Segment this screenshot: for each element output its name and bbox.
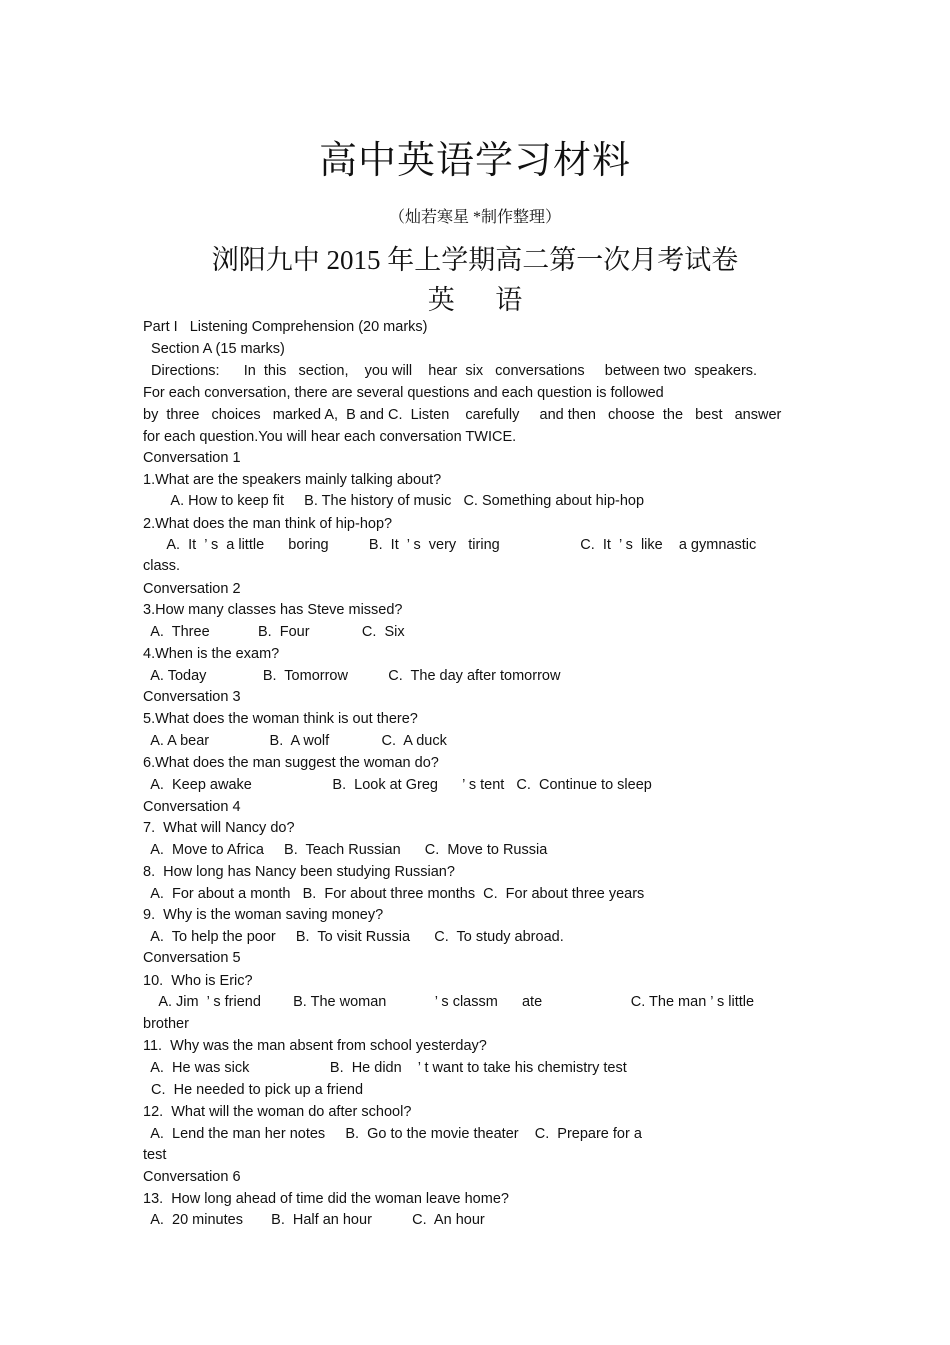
subject-title: 英 语 — [427, 285, 523, 315]
text-line: Part I Listening Comprehension (20 marks) — [143, 319, 428, 335]
text-line: A. Three B. Four C. Six — [143, 624, 405, 640]
text-line: Conversation 3 — [143, 689, 241, 705]
text-line: A. 20 minutes B. Half an hour C. An hour — [143, 1212, 485, 1228]
text-line: Conversation 5 — [143, 950, 241, 966]
text-line: 12. What will the woman do after school? — [143, 1104, 412, 1120]
text-line: for each question.You will hear each conversation TWICE. — [143, 429, 517, 445]
text-line: A. Move to Africa B. Teach Russian C. Move to Russia — [143, 842, 548, 858]
text-line: 4.When is the exam? — [143, 646, 280, 662]
text-line: Directions: In this section, you will hear six conversations between two speakers. — [143, 363, 758, 379]
text-line: 7. What will Nancy do? — [143, 820, 295, 836]
text-line: 9. Why is the woman saving money? — [143, 907, 384, 923]
text-line: Section A (15 marks) — [143, 341, 285, 357]
text-line: C. He needed to pick up a friend — [143, 1082, 364, 1098]
text-line: 13. How long ahead of time did the woman leave home? — [143, 1191, 509, 1207]
text-line: A. For about a month B. For about three months C. For about three years — [143, 886, 645, 902]
text-line: 2.What does the man think of hip-hop? — [143, 516, 393, 532]
text-line: Conversation 2 — [143, 581, 241, 597]
text-line: A. To help the poor B. To visit Russia C. To study abroad. — [143, 929, 564, 945]
text-line: A. He was sick B. He didn ’ t want to take his chemistry test — [143, 1060, 627, 1076]
main-title: 高中英语学习材料 — [318, 140, 631, 182]
text-line: For each conversation, there are several questions and each question is followed — [143, 385, 664, 401]
text-line: by three choices marked A, B and C. Listen carefully and then choose the best answer — [143, 407, 782, 423]
text-line: class. — [143, 558, 181, 574]
text-line: test — [143, 1147, 167, 1163]
subtitle: （灿若寒星 *制作整理） — [388, 209, 561, 226]
text-line: A. Jim ’ s friend B. The woman ’ s classm ate C. The man ’ s little — [143, 994, 755, 1010]
text-line: 3.How many classes has Steve missed? — [143, 602, 403, 618]
exam-title: 浏阳九中 2015 年上学期高二第一次月考试卷 — [211, 245, 739, 275]
text-line: 10. Who is Eric? — [143, 973, 253, 989]
text-line: 11. Why was the man absent from school yesterday? — [143, 1038, 487, 1054]
text-line: Conversation 4 — [143, 799, 241, 815]
text-line: A. Today B. Tomorrow C. The day after tomorrow — [143, 668, 561, 684]
text-line: Conversation 6 — [143, 1169, 241, 1185]
text-line: 8. How long has Nancy been studying Russian? — [143, 864, 455, 880]
text-line: A. How to keep fit B. The history of music C. Something about hip-hop — [143, 493, 645, 509]
text-line: A. It ’ s a little boring B. It ’ s very tiring C. It ’ s like a gymnastic — [143, 537, 757, 553]
text-line: brother — [143, 1016, 189, 1032]
text-line: A. Keep awake B. Look at Greg ’ s tent C. Continue to sleep — [143, 777, 652, 793]
text-line: A. Lend the man her notes B. Go to the movie theater C. Prepare for a — [143, 1126, 642, 1142]
text-line: 6.What does the man suggest the woman do? — [143, 755, 439, 771]
text-line: 5.What does the woman think is out there? — [143, 711, 418, 727]
text-line: Conversation 1 — [143, 450, 241, 466]
text-line: 1.What are the speakers mainly talking about? — [143, 472, 442, 488]
text-line: A. A bear B. A wolf C. A duck — [143, 733, 447, 749]
